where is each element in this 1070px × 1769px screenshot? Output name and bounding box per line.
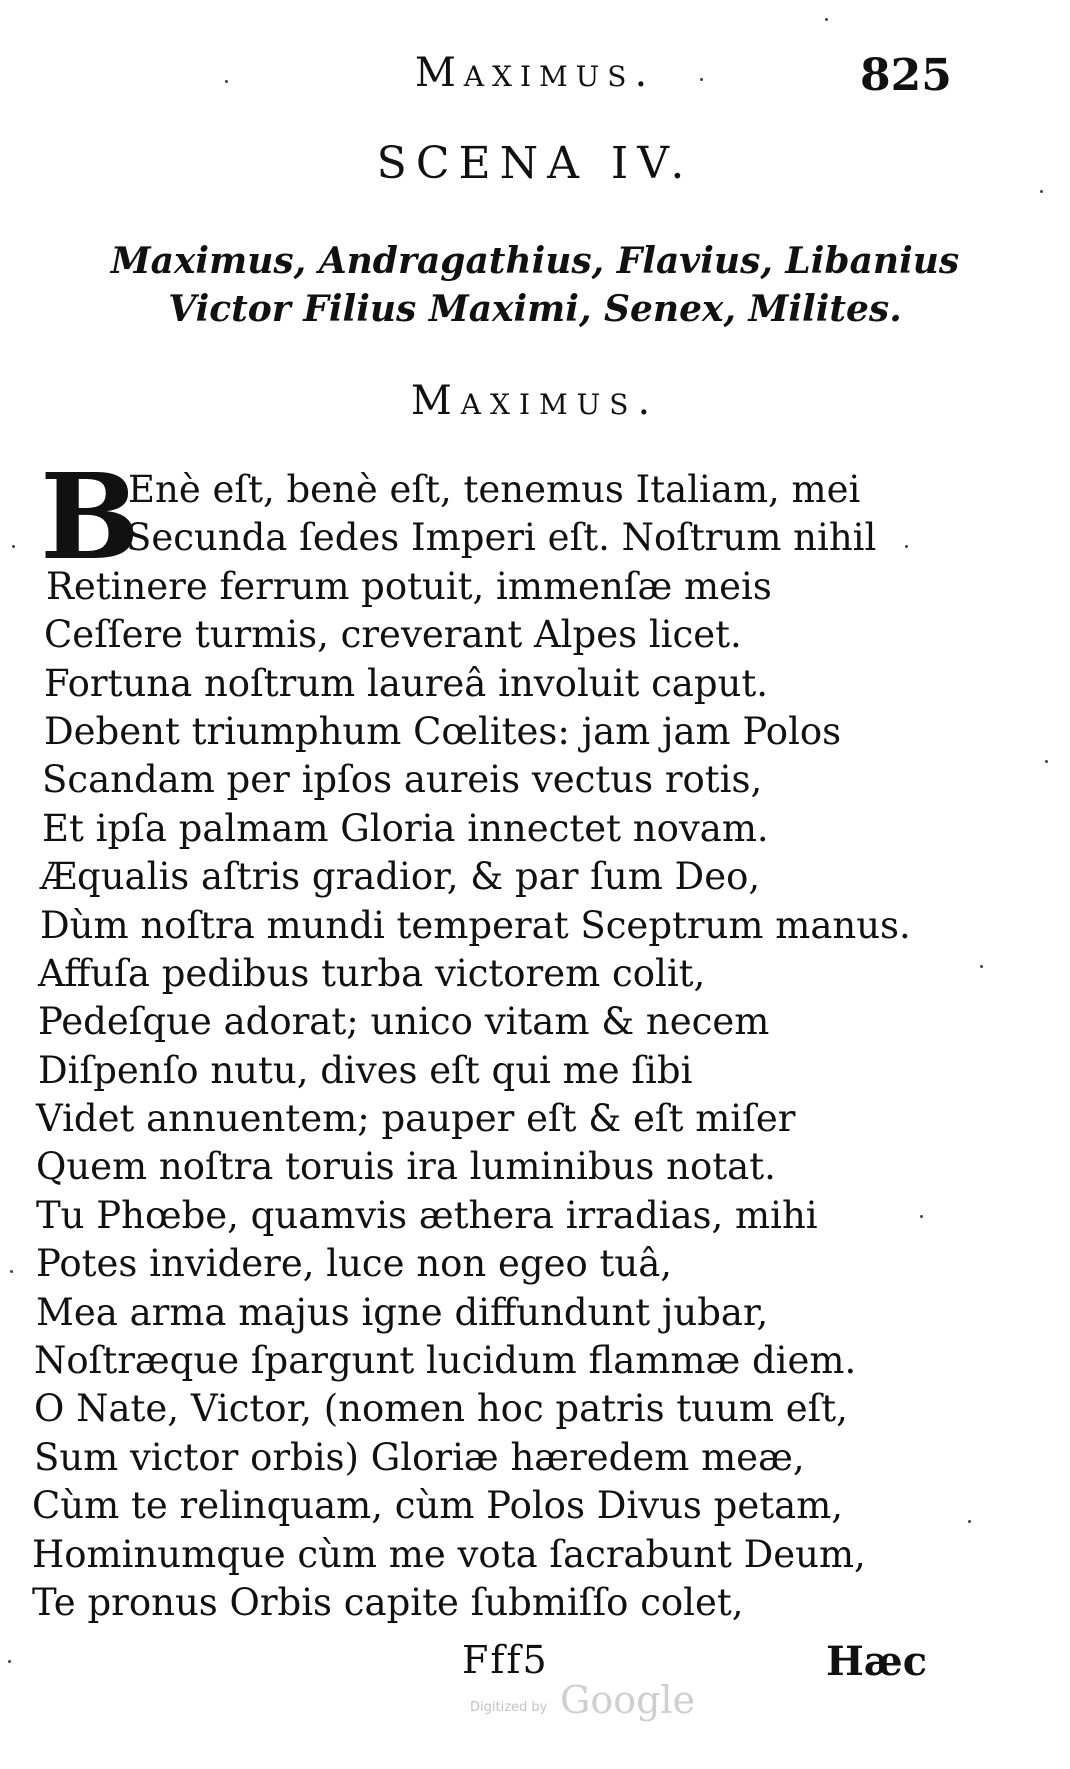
scan-speck (980, 965, 983, 968)
verse-line: Secunda ſedes Imperi eſt. Noſtrum nihil (126, 516, 877, 560)
verse-line: Diſpenſo nutu, dives eſt qui me ſibi (38, 1048, 693, 1092)
verse-line: Debent triumphum Cœlites: jam jam Polos (44, 709, 842, 753)
verse-line: Videt annuentem; pauper eſt & eſt miſer (36, 1097, 796, 1141)
cast-list-line: Maximus, Andragathius, Flavius, Libanius (110, 240, 960, 282)
page-number: 825 (860, 50, 952, 101)
digitized-by-label: Digitized by (470, 1700, 548, 1715)
catchword: Hæc (826, 1638, 928, 1685)
scan-speck (825, 18, 828, 21)
scan-speck (968, 1520, 971, 1523)
verse-line: Mea arma majus igne diffundunt jubar, (36, 1290, 769, 1334)
scan-speck (700, 78, 703, 81)
verse-line: O Nate, Victor, (nomen hoc patris tuum eſt, (34, 1387, 848, 1431)
verse-line: Tu Phœbe, quamvis æthera irradias, mihi (36, 1193, 818, 1237)
verse-block (0, 466, 1070, 1627)
signature-mark: Fff5 (462, 1638, 549, 1682)
scene-heading: SCENA IV. (376, 138, 694, 189)
scan-speck (8, 1660, 11, 1663)
drop-cap: B (40, 447, 140, 586)
verse-line: Affuſa pedibus turba victorem colit, (38, 951, 706, 995)
cast-list-line: Victor Filius Maximi, Senex, Milites. (168, 288, 902, 330)
scan-speck (12, 545, 15, 548)
verse-line: Potes invidere, luce non egeo tuâ, (36, 1242, 673, 1286)
scan-speck (10, 1270, 13, 1273)
running-title: Maximus. (414, 50, 656, 96)
verse-line: Dùm noſtra mundi temperat Sceptrum manus. (40, 903, 911, 947)
scan-speck (1045, 760, 1048, 763)
scan-speck (1040, 190, 1043, 193)
verse-line: Fortuna noſtrum laureâ involuit caput. (44, 661, 769, 705)
verse-line: Scandam per ipſos aureis vectus rotis, (42, 758, 763, 802)
speaker-heading: Maximus. (410, 378, 660, 424)
verse-line: Æqualis aſtris gradior, & par ſum Deo, (40, 855, 761, 899)
verse-line: Hominumque cùm me vota ſacrabunt Deum, (32, 1532, 866, 1576)
verse-line: Retinere ferrum potuit, immenſæ meis (46, 564, 772, 608)
verse-line: Noſtræque ſpargunt lucidum flammæ diem. (34, 1339, 857, 1383)
verse-line: Ceſſere turmis, creverant Alpes licet. (44, 613, 742, 657)
verse-line: Pedeſque adorat; unico vitam & necem (38, 1000, 770, 1044)
verse-line: Te pronus Orbis capite ſubmiſſo colet, (32, 1580, 744, 1624)
scan-speck (920, 1215, 923, 1218)
verse-line: Cùm te relinquam, cùm Polos Divus petam, (32, 1484, 844, 1528)
verse-line: Et ipſa palmam Gloria innectet novam. (42, 806, 769, 850)
google-watermark: Google (560, 1678, 696, 1722)
verse-line: Quem noſtra toruis ira luminibus notat. (36, 1145, 776, 1189)
scan-speck (225, 80, 228, 83)
verse-line: Enè eſt, benè eſt, tenemus Italiam, mei (128, 468, 861, 511)
verse-line: Sum victor orbis) Gloriæ hæredem meæ, (34, 1435, 805, 1479)
scan-speck (905, 545, 908, 548)
